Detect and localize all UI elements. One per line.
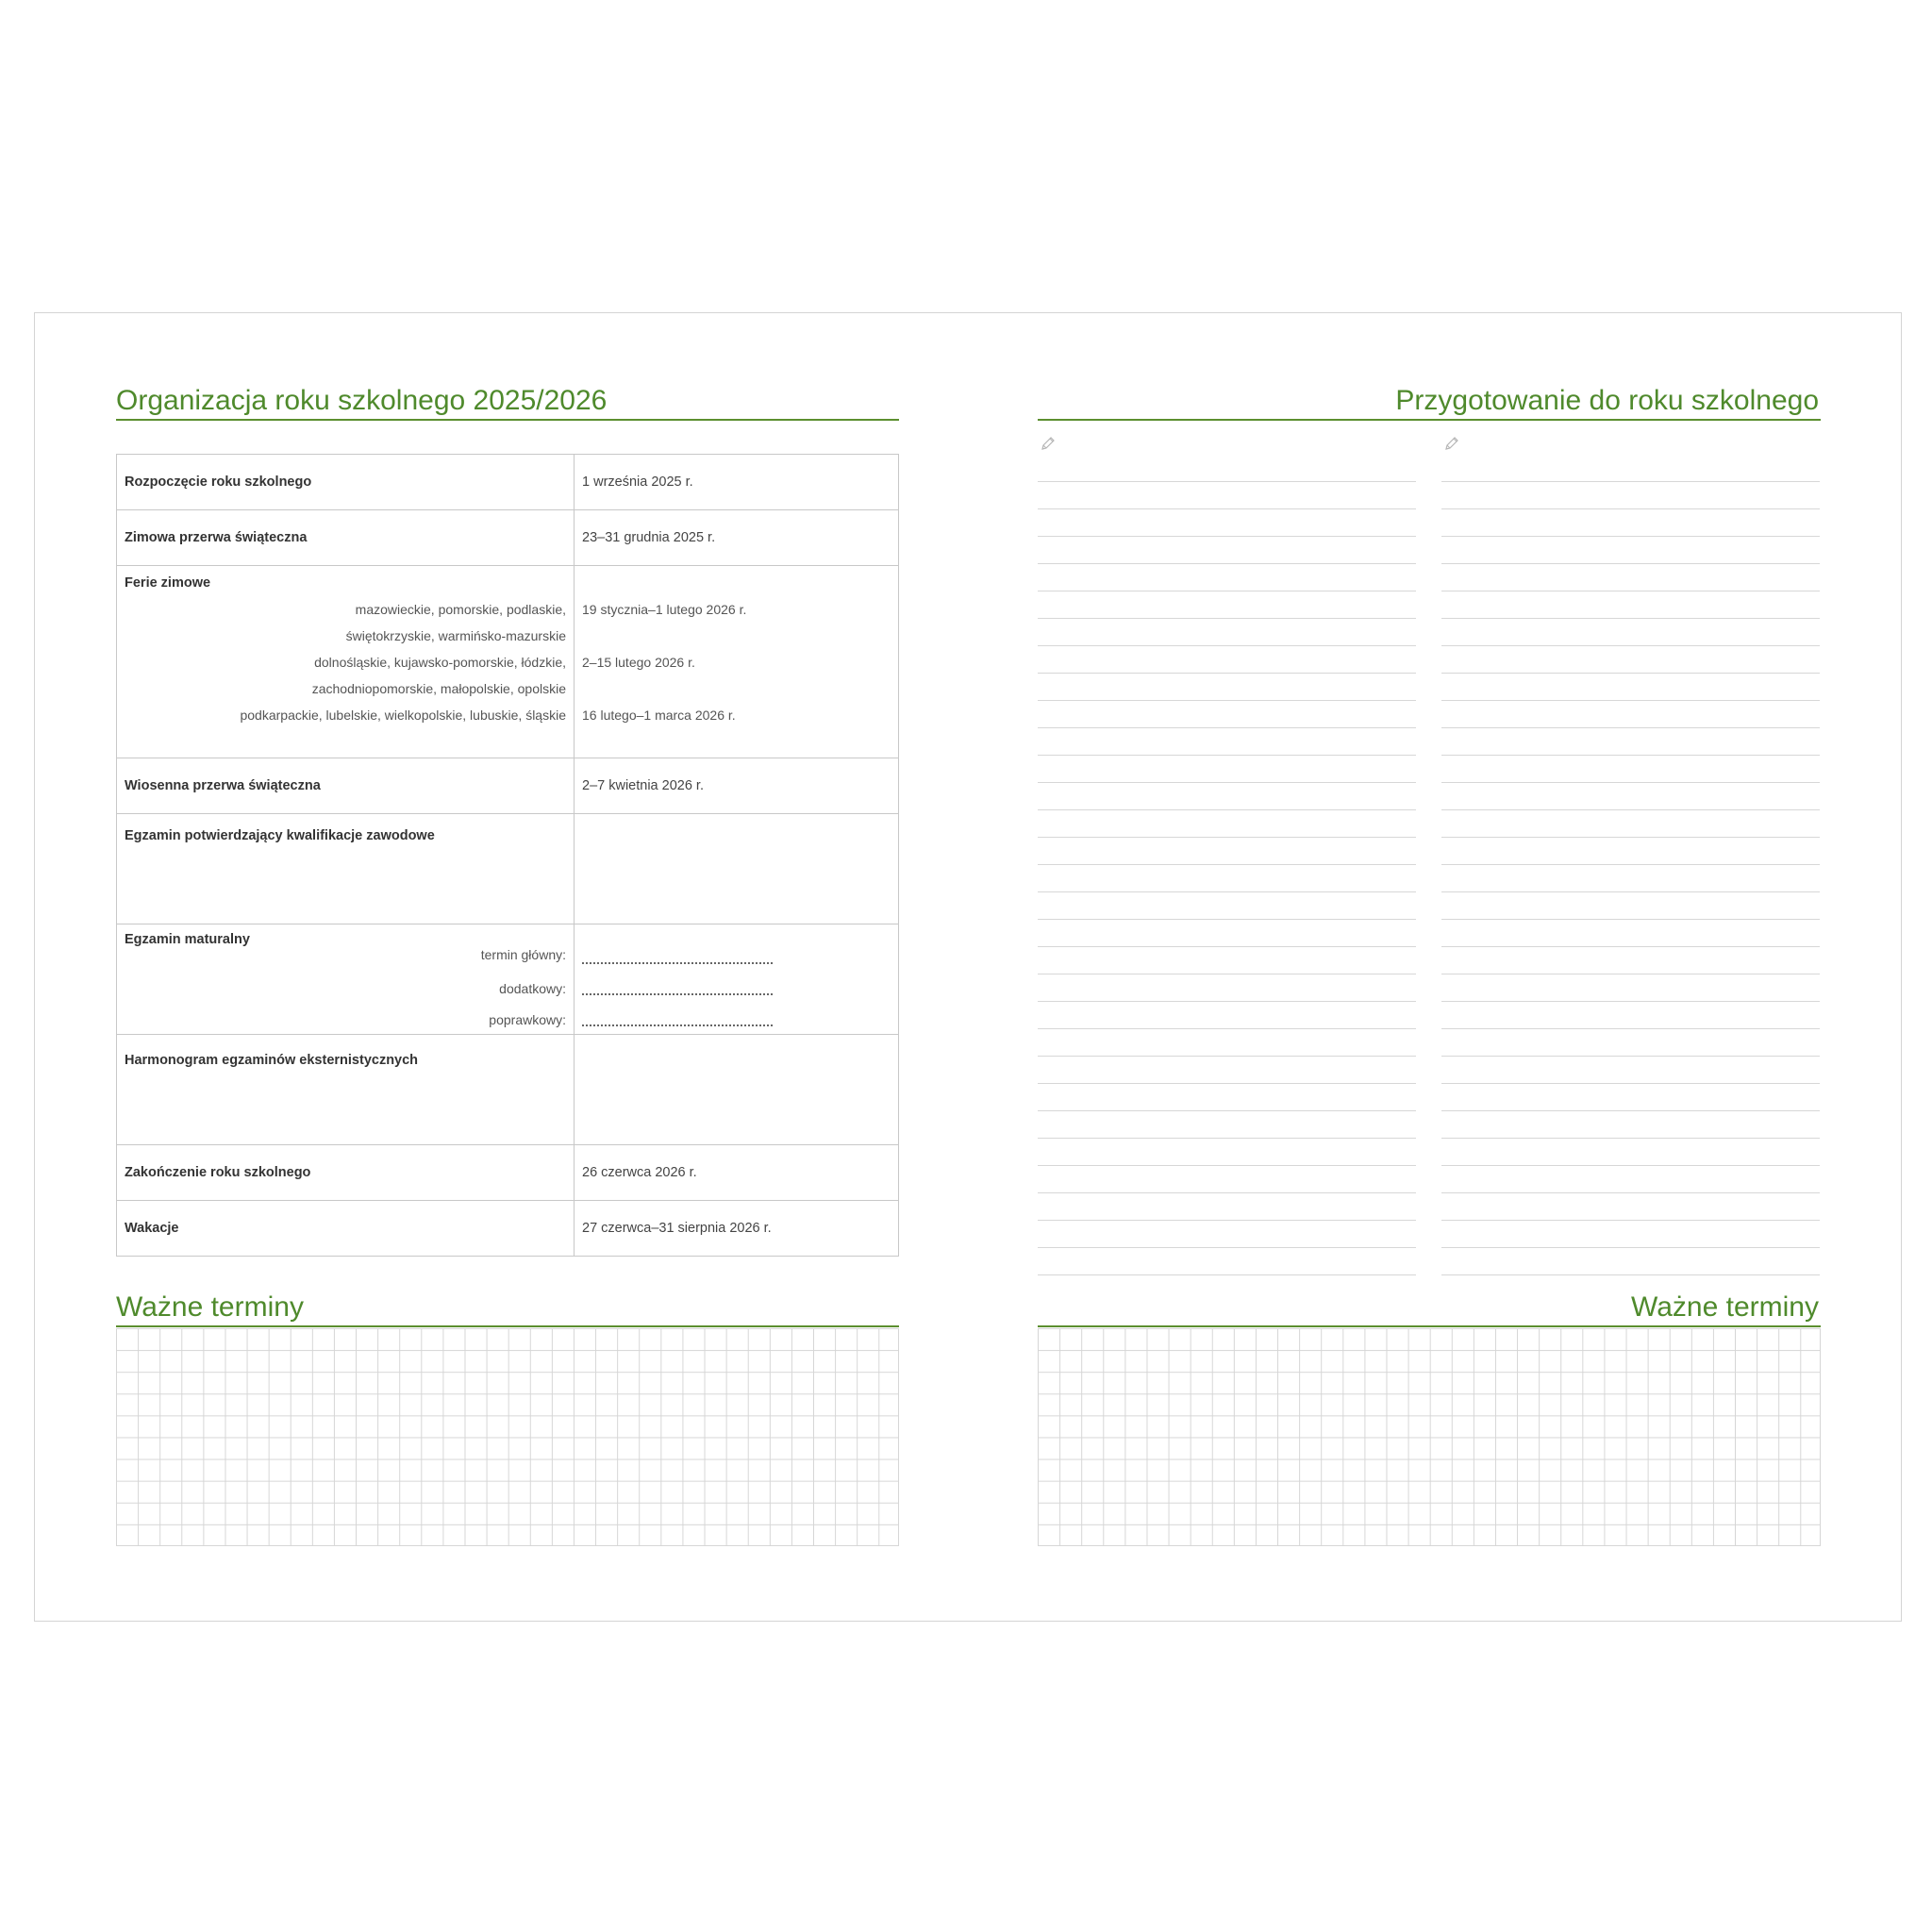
left-page-title: Organizacja roku szkolnego 2025/2026 xyxy=(116,385,608,416)
note-line[interactable] xyxy=(1038,591,1416,619)
note-line[interactable] xyxy=(1441,1166,1820,1193)
note-line[interactable] xyxy=(1441,920,1820,947)
note-line[interactable] xyxy=(1441,564,1820,591)
matura-term-label: dodatkowy: xyxy=(499,981,566,996)
external-exams-value-cell[interactable] xyxy=(575,1035,899,1145)
note-line[interactable] xyxy=(1441,810,1820,838)
note-line[interactable] xyxy=(1441,756,1820,783)
note-line[interactable] xyxy=(1038,701,1416,728)
right-page-title: Przygotowanie do roku szkolnego xyxy=(1395,385,1819,416)
pencil-icon xyxy=(1040,435,1057,452)
note-line[interactable] xyxy=(1038,1166,1416,1193)
pencil-icon xyxy=(1443,435,1460,452)
ferie-date: 2–15 lutego 2026 r. xyxy=(582,655,695,670)
end-label: Zakończenie roku szkolnego xyxy=(125,1165,311,1180)
note-line[interactable] xyxy=(1441,1221,1820,1248)
ferie-region: świętokrzyskie, warmińsko-mazurskie xyxy=(345,628,566,643)
school-year-schedule-table xyxy=(116,454,899,1257)
winter-break-value: 23–31 grudnia 2025 r. xyxy=(582,530,716,545)
table-row xyxy=(117,455,899,510)
table-row xyxy=(117,924,899,1035)
right-important-dates-grid[interactable] xyxy=(1038,1328,1821,1546)
external-exams-label: Harmonogram egzaminów eksternistycznych xyxy=(125,1053,419,1068)
note-line[interactable] xyxy=(1038,1139,1416,1166)
note-line[interactable] xyxy=(1441,865,1820,892)
note-line[interactable] xyxy=(1038,1111,1416,1139)
matura-label: Egzamin maturalny xyxy=(125,932,250,947)
note-line[interactable] xyxy=(1038,482,1416,509)
ferie-region: dolnośląskie, kujawsko-pomorskie, łódzkie, xyxy=(314,655,566,670)
table-row xyxy=(117,758,899,814)
matura-main-date-field[interactable] xyxy=(582,962,773,964)
note-line[interactable] xyxy=(1038,646,1416,674)
note-line[interactable] xyxy=(1038,564,1416,591)
note-line[interactable] xyxy=(1441,974,1820,1002)
note-line[interactable] xyxy=(1038,1029,1416,1057)
start-label: Rozpoczęcie roku szkolnego xyxy=(125,475,312,490)
note-line[interactable] xyxy=(1038,509,1416,537)
note-line[interactable] xyxy=(1441,509,1820,537)
note-line[interactable] xyxy=(1441,1248,1820,1275)
note-line[interactable] xyxy=(1441,1057,1820,1084)
left-important-dates-rule xyxy=(116,1325,899,1327)
note-line[interactable] xyxy=(1038,1084,1416,1111)
matura-term-label: poprawkowy: xyxy=(489,1012,566,1027)
note-line[interactable] xyxy=(1038,920,1416,947)
table-row xyxy=(117,510,899,566)
ferie-region: mazowieckie, pomorskie, podlaskie, xyxy=(355,602,566,617)
note-line[interactable] xyxy=(1441,619,1820,646)
note-line[interactable] xyxy=(1441,455,1820,482)
end-value: 26 czerwca 2026 r. xyxy=(582,1165,697,1180)
matura-retake-date-field[interactable] xyxy=(582,1024,773,1026)
ferie-date: 16 lutego–1 marca 2026 r. xyxy=(582,708,736,723)
notes-lines-right-column[interactable] xyxy=(1441,455,1820,1275)
left-title-rule xyxy=(116,419,899,421)
note-line[interactable] xyxy=(1441,1111,1820,1139)
right-important-dates-title: Ważne terminy xyxy=(1631,1291,1819,1323)
vocational-exam-label: Egzamin potwierdzający kwalifikacje zawodowe xyxy=(125,828,435,843)
note-line[interactable] xyxy=(1038,1221,1416,1248)
note-line[interactable] xyxy=(1038,537,1416,564)
note-line[interactable] xyxy=(1038,838,1416,865)
note-line[interactable] xyxy=(1441,1002,1820,1029)
note-line[interactable] xyxy=(1441,1139,1820,1166)
note-line[interactable] xyxy=(1441,646,1820,674)
right-title-rule xyxy=(1038,419,1821,421)
note-line[interactable] xyxy=(1441,1193,1820,1221)
note-line[interactable] xyxy=(1441,701,1820,728)
note-line[interactable] xyxy=(1038,947,1416,974)
note-line[interactable] xyxy=(1038,455,1416,482)
note-line[interactable] xyxy=(1441,783,1820,810)
winter-break-label: Zimowa przerwa świąteczna xyxy=(125,530,308,545)
table-row xyxy=(117,1035,899,1145)
start-value: 1 września 2025 r. xyxy=(582,475,693,490)
spring-break-label: Wiosenna przerwa świąteczna xyxy=(125,778,321,793)
table-row xyxy=(117,814,899,924)
ferie-date: 19 stycznia–1 lutego 2026 r. xyxy=(582,602,747,617)
spring-break-value: 2–7 kwietnia 2026 r. xyxy=(582,778,704,793)
note-line[interactable] xyxy=(1038,783,1416,810)
left-important-dates-grid[interactable] xyxy=(116,1328,899,1546)
note-line[interactable] xyxy=(1441,1029,1820,1057)
note-line[interactable] xyxy=(1038,974,1416,1002)
matura-term-label: termin główny: xyxy=(480,947,566,962)
note-line[interactable] xyxy=(1038,756,1416,783)
note-line[interactable] xyxy=(1441,1084,1820,1111)
ferie-region: podkarpackie, lubelskie, wielkopolskie, lubuskie, śląskie xyxy=(240,708,566,723)
note-line[interactable] xyxy=(1038,1002,1416,1029)
holidays-label: Wakacje xyxy=(125,1221,179,1236)
note-line[interactable] xyxy=(1038,1248,1416,1275)
note-line[interactable] xyxy=(1441,674,1820,701)
note-line[interactable] xyxy=(1038,810,1416,838)
left-important-dates-title: Ważne terminy xyxy=(116,1291,304,1323)
note-line[interactable] xyxy=(1441,591,1820,619)
note-line[interactable] xyxy=(1441,537,1820,564)
note-line[interactable] xyxy=(1038,619,1416,646)
table-row xyxy=(117,566,899,758)
table-row xyxy=(117,1201,899,1257)
ferie-region: zachodniopomorskie, małopolskie, opolskie xyxy=(311,681,566,696)
table-row xyxy=(117,1145,899,1201)
note-line[interactable] xyxy=(1038,865,1416,892)
matura-additional-date-field[interactable] xyxy=(582,993,773,995)
note-line[interactable] xyxy=(1038,728,1416,756)
note-line[interactable] xyxy=(1441,728,1820,756)
vocational-exam-value-cell[interactable] xyxy=(575,814,899,924)
note-line[interactable] xyxy=(1441,947,1820,974)
holidays-value: 27 czerwca–31 sierpnia 2026 r. xyxy=(582,1221,772,1236)
note-line[interactable] xyxy=(1441,892,1820,920)
note-line[interactable] xyxy=(1441,482,1820,509)
right-important-dates-rule xyxy=(1038,1325,1821,1327)
notes-lines-left-column[interactable] xyxy=(1038,455,1416,1275)
note-line[interactable] xyxy=(1441,838,1820,865)
note-line[interactable] xyxy=(1038,674,1416,701)
note-line[interactable] xyxy=(1038,892,1416,920)
note-line[interactable] xyxy=(1038,1057,1416,1084)
ferie-label: Ferie zimowe xyxy=(125,575,211,591)
note-line[interactable] xyxy=(1038,1193,1416,1221)
